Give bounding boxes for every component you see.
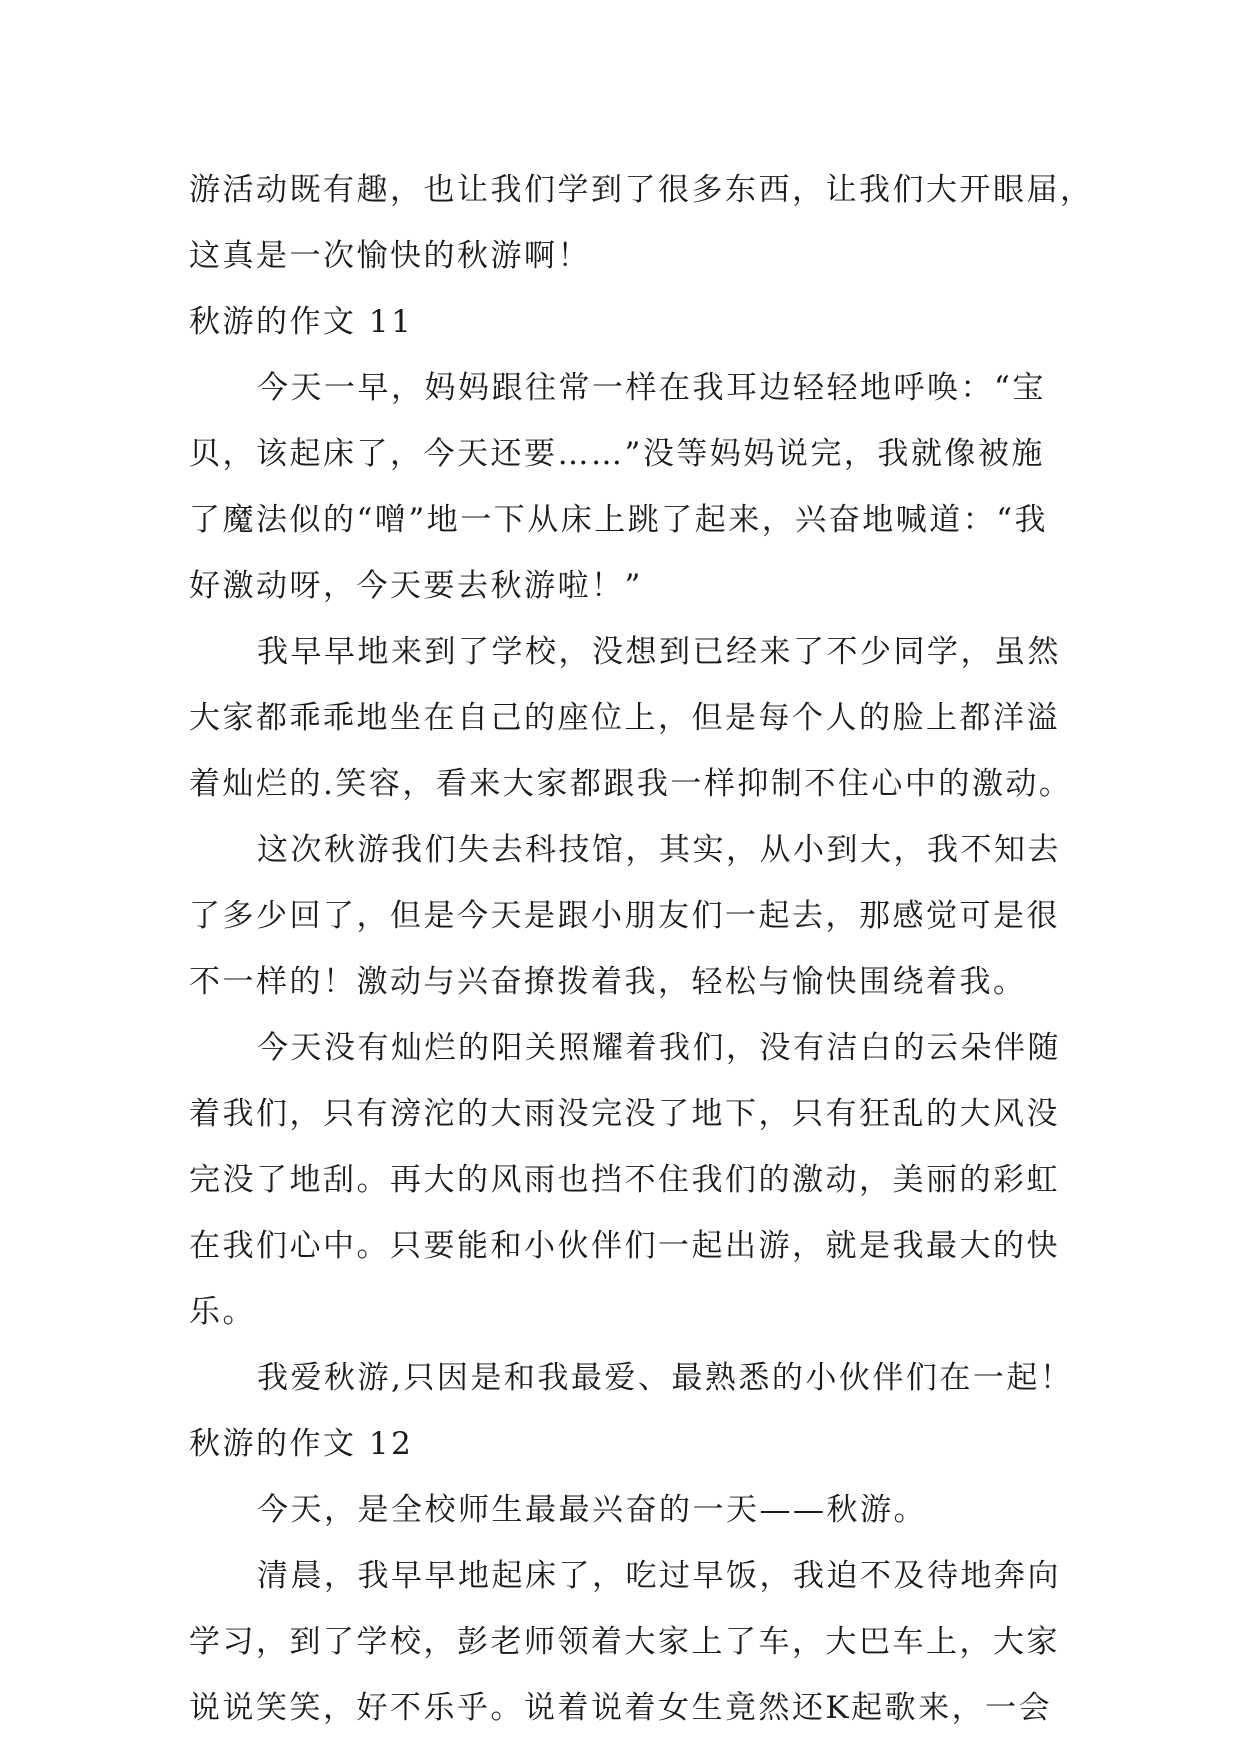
paragraph-line: 学习，到了学校，彭老师领着大家上了车，大巴车上，大家 [189,1624,1060,1660]
paragraph-line: 了魔法似的“噌”地一下从床上跳了起来，兴奋地喊道：“我 [189,502,1049,538]
paragraph-line: 今天，是全校师生最最兴奋的一天——秋游。 [257,1492,927,1528]
paragraph-line: 了多少回了，但是今天是跟小朋友们一起去，那感觉可是很 [189,898,1060,934]
section-heading: 秋游的作文 12 [189,1426,414,1462]
paragraph-line: 今天一早，妈妈跟往常一样在我耳边轻轻地呼唤：“宝 [257,370,1046,406]
paragraph-line: 着灿烂的.笑容，看来大家都跟我一样抑制不住心中的激动。 [189,766,1073,802]
paragraph-line: 我爱秋游,只因是和我最爱、最熟悉的小伙伴们在一起！ [257,1360,1074,1396]
paragraph-line: 着我们，只有滂沱的大雨没完没了地下，只有狂乱的大风没 [189,1096,1060,1132]
paragraph-line: 完没了地刮。再大的风雨也挡不住我们的激动，美丽的彩虹 [189,1162,1060,1198]
paragraph-line: 不一样的！激动与兴奋撩拨着我，轻松与愉快围绕着我。 [189,964,1027,1000]
paragraph-line: 贝，该起床了，今天还要……”没等妈妈说完，我就像被施 [189,436,1045,472]
paragraph-line: 说说笑笑，好不乐乎。说着说着女生竟然还K起歌来，一会 [189,1690,1053,1726]
paragraph-line: 好激动呀，今天要去秋游啦！” [189,568,643,604]
paragraph-line: 今天没有灿烂的阳关照耀着我们，没有洁白的云朵伴随 [257,1030,1061,1066]
paragraph-line: 这次秋游我们失去科技馆，其实，从小到大，我不知去 [257,832,1061,868]
paragraph-line: 在我们心中。只要能和小伙伴们一起出游，就是我最大的快 [189,1228,1060,1264]
paragraph-line: 乐。 [189,1294,256,1330]
section-heading: 秋游的作文 11 [189,304,414,340]
paragraph-line: 清晨，我早早地起床了，吃过早饭，我迫不及待地奔向 [257,1558,1061,1594]
paragraph-line: 我早早地来到了学校，没想到已经来了不少同学，虽然 [257,634,1061,670]
paragraph-line: 大家都乖乖地坐在自己的座位上，但是每个人的脸上都洋溢 [189,700,1060,736]
paragraph-line: 这真是一次愉快的秋游啊！ [189,238,591,274]
paragraph-line: 游活动既有趣，也让我们学到了很多东西，让我们大开眼届， [189,172,1094,208]
